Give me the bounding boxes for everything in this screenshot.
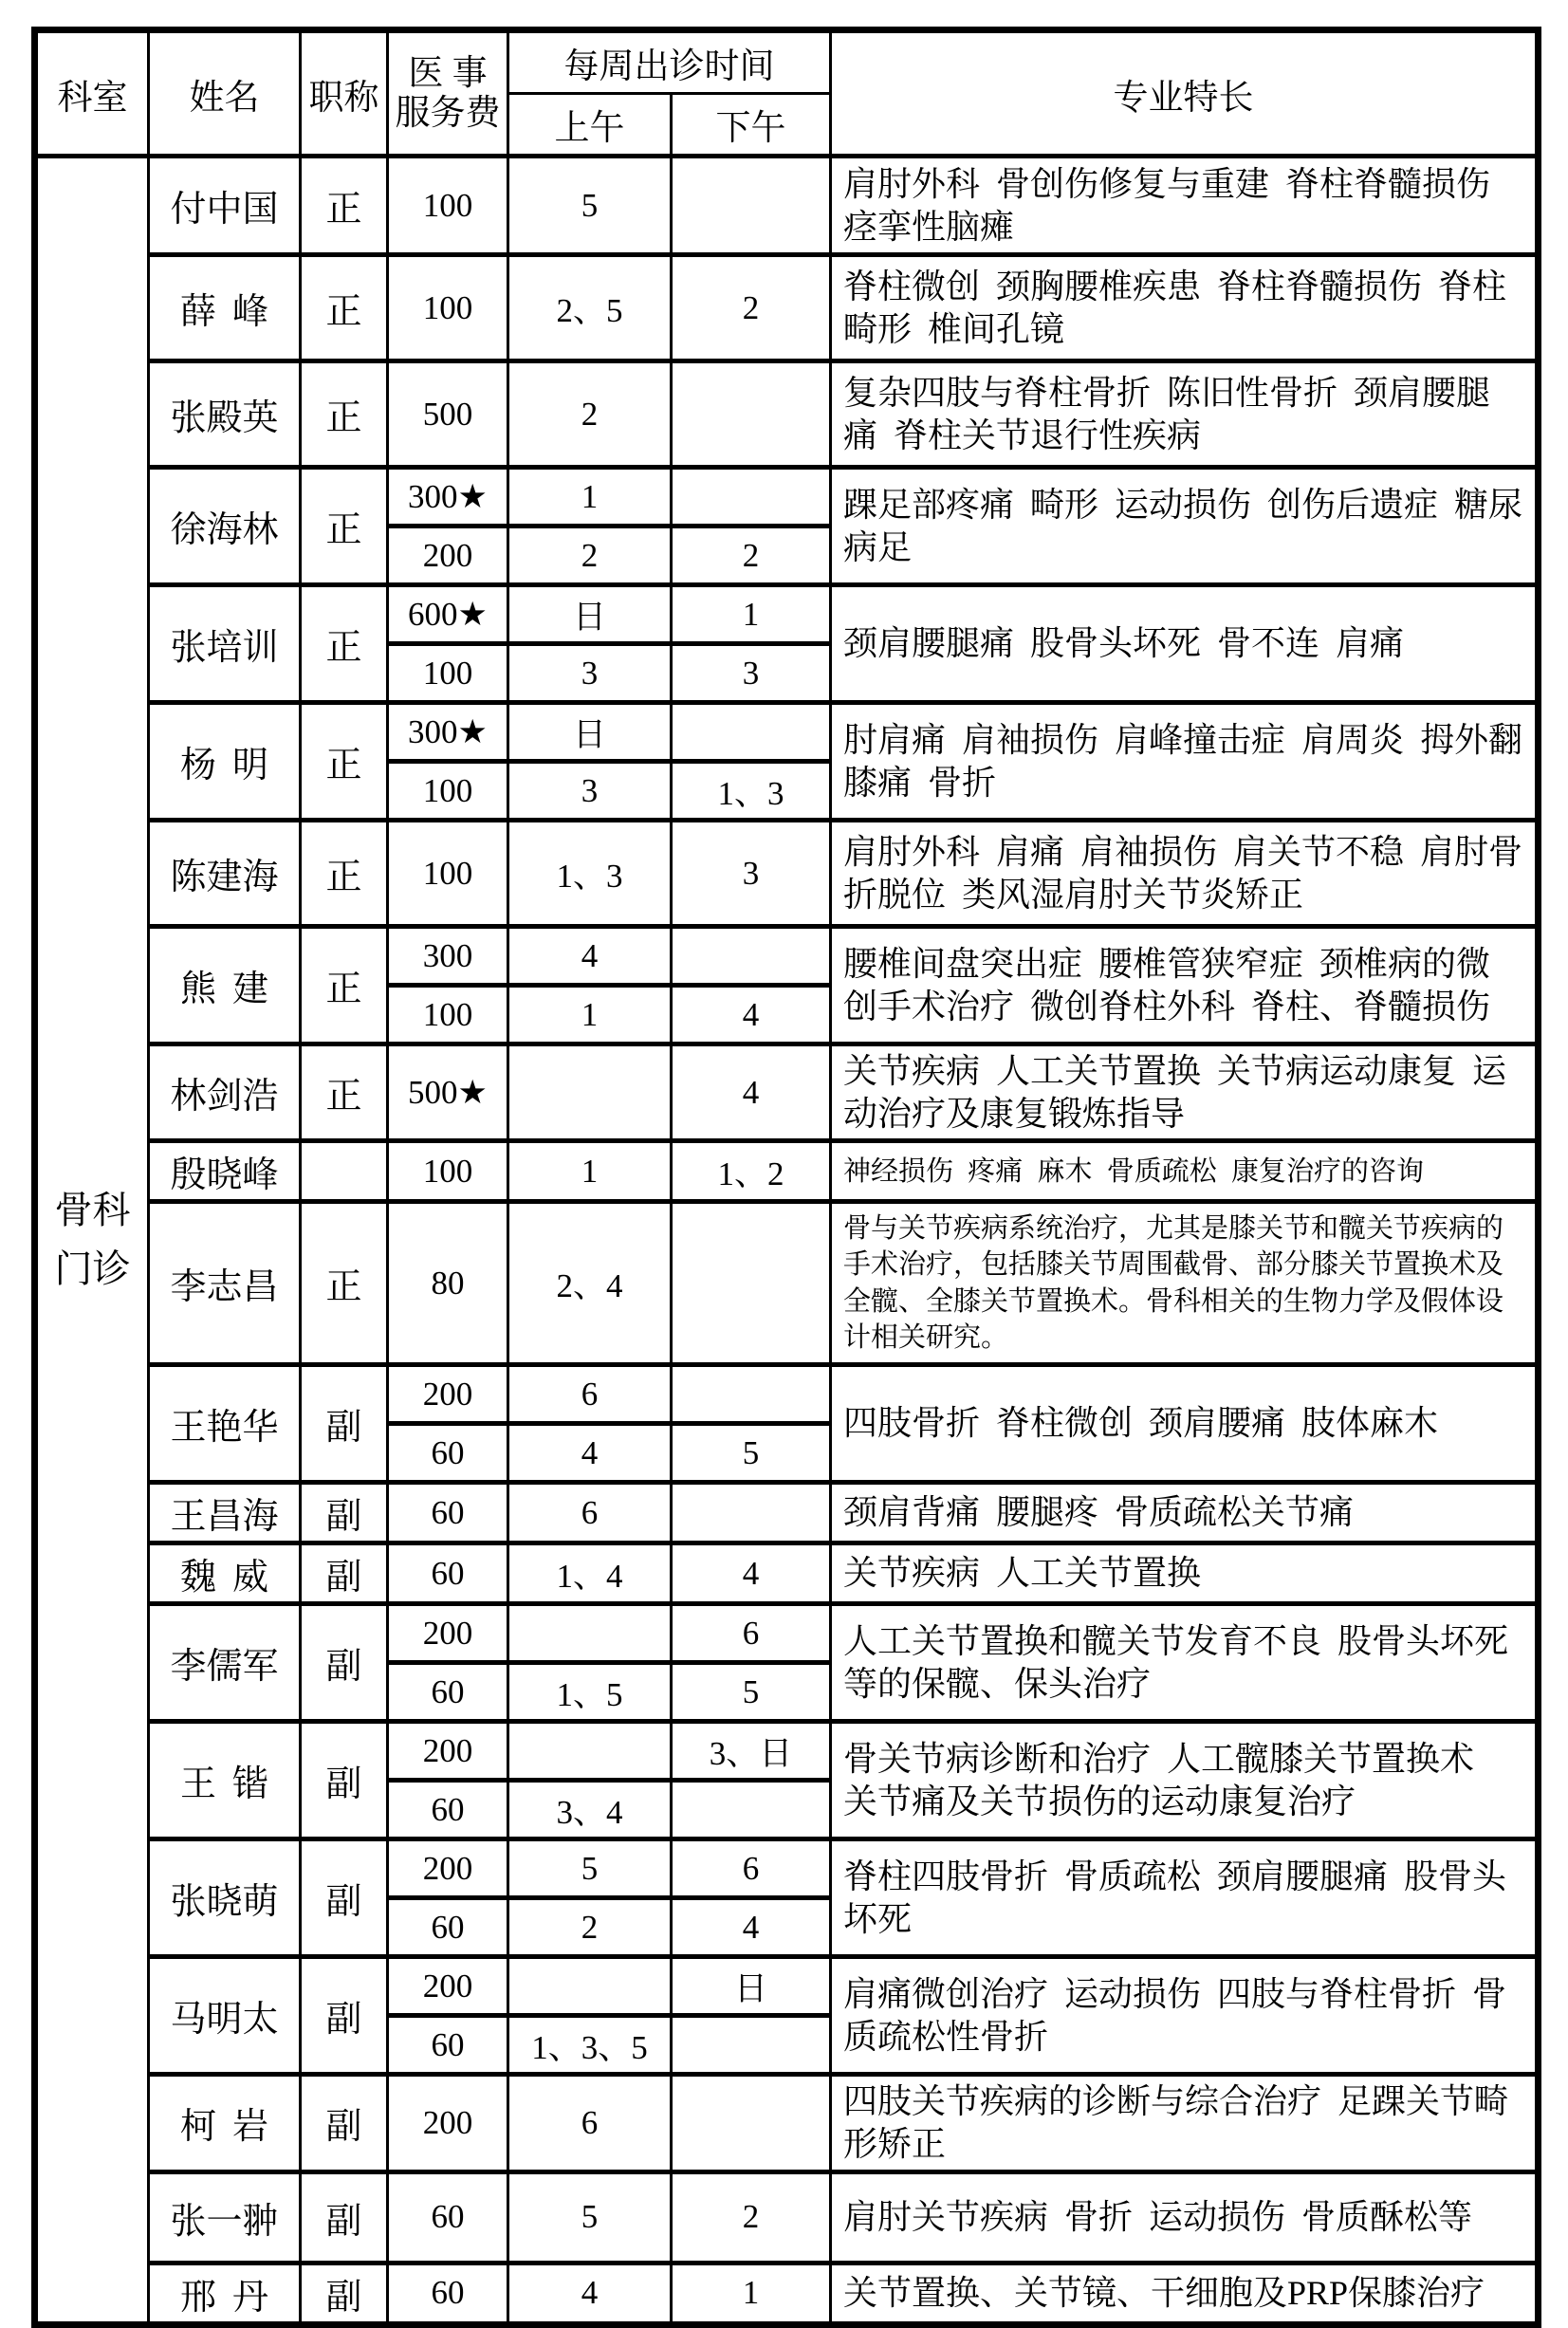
specialty-cell: 关节疾病 人工关节置换 关节病运动康复 运动治疗及康复锻炼指导: [831, 1044, 1539, 1141]
doctor-name-cell: 邢丹: [149, 2263, 301, 2324]
fee-cell: 200: [388, 1957, 508, 2016]
pm-schedule-cell: 6: [672, 1839, 831, 1898]
fee-cell: 100: [388, 821, 508, 927]
pm-schedule-cell: 5: [672, 1424, 831, 1483]
header-fee: [388, 30, 508, 157]
doctor-title-cell: 正: [301, 821, 388, 927]
pm-schedule-cell: [672, 1365, 831, 1424]
table-row: [35, 703, 1539, 762]
header-title: 职称: [301, 30, 388, 157]
fee-cell: 300★: [388, 468, 508, 527]
specialty-cell: 四肢关节疾病的诊断与综合治疗 足踝关节畸形矫正: [831, 2075, 1539, 2171]
doctor-name-cell: 魏威: [149, 1543, 301, 1604]
fee-cell: 80: [388, 1202, 508, 1365]
am-schedule-cell: 4: [508, 2263, 672, 2324]
specialty-cell: 肩肘外科 骨创伤修复与重建 脊柱脊髓损伤 痉挛性脑瘫: [831, 157, 1539, 255]
am-schedule-cell: 3: [508, 644, 672, 703]
am-schedule-cell: 2、5: [508, 255, 672, 361]
am-schedule-cell: 4: [508, 1424, 672, 1483]
table-row: [35, 1365, 1539, 1424]
specialty-cell: 神经损伤 疼痛 麻木 骨质疏松 康复治疗的咨询: [831, 1141, 1539, 1202]
table-row: [35, 1044, 1539, 1141]
doctor-title-cell: 副: [301, 1722, 388, 1839]
table-row: [35, 2171, 1539, 2263]
fee-cell: 60: [388, 2016, 508, 2075]
table-row: [35, 1141, 1539, 1202]
fee-cell: 100: [388, 255, 508, 361]
pm-schedule-cell: [672, 1781, 831, 1839]
fee-cell: 100: [388, 644, 508, 703]
am-schedule-cell: 1、4: [508, 1543, 672, 1604]
doctor-rows: [35, 157, 1539, 2325]
specialty-cell: 脊柱微创 颈胸腰椎疾患 脊柱脊髓损伤 脊柱畸形 椎间孔镜: [831, 255, 1539, 361]
fee-cell: 60: [388, 1483, 508, 1543]
doctor-title-cell: 正: [301, 1202, 388, 1365]
pm-schedule-cell: [672, 468, 831, 527]
am-schedule-cell: [508, 1044, 672, 1141]
pm-schedule-cell: [672, 927, 831, 986]
specialty-cell: 四肢骨折 脊柱微创 颈肩腰痛 肢体麻木: [831, 1365, 1539, 1483]
fee-cell: 200: [388, 527, 508, 585]
header-weekly-schedule: 每周出诊时间: [508, 30, 831, 94]
am-schedule-cell: 1: [508, 986, 672, 1044]
fee-cell: 200: [388, 1839, 508, 1898]
am-schedule-cell: 2: [508, 527, 672, 585]
fee-cell: 60: [388, 1781, 508, 1839]
fee-cell: 100: [388, 986, 508, 1044]
pm-schedule-cell: 3: [672, 821, 831, 927]
doctor-title-cell: 正: [301, 927, 388, 1044]
pm-schedule-cell: [672, 1483, 831, 1543]
fee-cell: 60: [388, 1663, 508, 1722]
pm-schedule-cell: [672, 157, 831, 255]
pm-schedule-cell: [672, 703, 831, 762]
header-department: 科室: [35, 30, 149, 157]
doctor-title-cell: 副: [301, 2075, 388, 2171]
header-specialty: 专业特长: [831, 30, 1539, 157]
am-schedule-cell: 1: [508, 468, 672, 527]
doctor-name-cell: 徐海林: [149, 468, 301, 585]
doctor-title-cell: 副: [301, 1543, 388, 1604]
doctor-title-cell: 正: [301, 468, 388, 585]
specialty-cell: 肩肘关节疾病 骨折 运动损伤 骨质酥松等: [831, 2171, 1539, 2263]
doctor-name-cell: 张晓萌: [149, 1839, 301, 1957]
header-fee-line1: 医 事: [408, 54, 488, 94]
specialty-cell: 骨关节病诊断和治疗 人工髋膝关节置换术 关节痛及关节损伤的运动康复治疗: [831, 1722, 1539, 1839]
pm-schedule-cell: [672, 2075, 831, 2171]
header-pm: 下午: [672, 94, 831, 157]
table-row: [35, 1202, 1539, 1365]
fee-cell: 200: [388, 2075, 508, 2171]
am-schedule-cell: 日: [508, 703, 672, 762]
am-schedule-cell: [508, 1957, 672, 2016]
pm-schedule-cell: [672, 2016, 831, 2075]
doctor-title-cell: 副: [301, 2171, 388, 2263]
doctor-title-cell: 正: [301, 157, 388, 255]
am-schedule-cell: 6: [508, 2075, 672, 2171]
specialty-cell: 肩肘外科 肩痛 肩袖损伤 肩关节不稳 肩肘骨折脱位 类风湿肩肘关节炎矫正: [831, 821, 1539, 927]
pm-schedule-cell: 3: [672, 644, 831, 703]
table-row: [35, 2075, 1539, 2171]
am-schedule-cell: 1: [508, 1141, 672, 1202]
am-schedule-cell: [508, 1604, 672, 1663]
fee-cell: 60: [388, 1424, 508, 1483]
specialty-cell: 脊柱四肢骨折 骨质疏松 颈肩腰腿痛 股骨头坏死: [831, 1839, 1539, 1957]
specialty-cell: 腰椎间盘突出症 腰椎管狭窄症 颈椎病的微创手术治疗 微创脊柱外科 脊柱、脊髓损伤: [831, 927, 1539, 1044]
pm-schedule-cell: 2: [672, 2171, 831, 2263]
doctor-title-cell: 正: [301, 255, 388, 361]
am-schedule-cell: 3: [508, 762, 672, 821]
pm-schedule-cell: 2: [672, 255, 831, 361]
table-row: [35, 361, 1539, 468]
fee-cell: 100: [388, 157, 508, 255]
fee-cell: 60: [388, 2263, 508, 2324]
table-row: [35, 1839, 1539, 1898]
doctor-name-cell: 张培训: [149, 585, 301, 703]
table-row: [35, 1543, 1539, 1604]
fee-cell: 300★: [388, 703, 508, 762]
department-line: 骨科: [54, 1188, 131, 1231]
department-cell: [35, 157, 149, 2325]
pm-schedule-cell: 4: [672, 1543, 831, 1604]
table-row: [35, 821, 1539, 927]
am-schedule-cell: 6: [508, 1483, 672, 1543]
pm-schedule-cell: 4: [672, 1898, 831, 1957]
doctor-name-cell: 林剑浩: [149, 1044, 301, 1141]
doctor-name-cell: 熊建: [149, 927, 301, 1044]
fee-cell: 200: [388, 1722, 508, 1781]
fee-cell: 300: [388, 927, 508, 986]
specialty-cell: 关节置换、关节镜、干细胞及PRP保膝治疗: [831, 2263, 1539, 2324]
doctor-name-cell: 张殿英: [149, 361, 301, 468]
am-schedule-cell: 4: [508, 927, 672, 986]
doctor-title-cell: 正: [301, 361, 388, 468]
pm-schedule-cell: 4: [672, 986, 831, 1044]
pm-schedule-cell: 4: [672, 1044, 831, 1141]
doctor-name-cell: 柯岩: [149, 2075, 301, 2171]
pm-schedule-cell: 6: [672, 1604, 831, 1663]
table-row: [35, 1957, 1539, 2016]
doctor-title-cell: 正: [301, 585, 388, 703]
doctor-title-cell: 副: [301, 1365, 388, 1483]
fee-cell: 200: [388, 1365, 508, 1424]
doctor-name-cell: 李志昌: [149, 1202, 301, 1365]
doctor-schedule-table: [31, 27, 1541, 2328]
pm-schedule-cell: 3、日: [672, 1722, 831, 1781]
specialty-cell: 颈肩腰腿痛 股骨头坏死 骨不连 肩痛: [831, 585, 1539, 703]
am-schedule-cell: 3、4: [508, 1781, 672, 1839]
pm-schedule-cell: [672, 361, 831, 468]
am-schedule-cell: 5: [508, 1839, 672, 1898]
fee-cell: 200: [388, 1604, 508, 1663]
am-schedule-cell: 1、3、5: [508, 2016, 672, 2075]
am-schedule-cell: 5: [508, 157, 672, 255]
pm-schedule-cell: 1: [672, 585, 831, 644]
specialty-cell: 颈肩背痛 腰腿疼 骨质疏松关节痛: [831, 1483, 1539, 1543]
fee-cell: 60: [388, 1543, 508, 1604]
specialty-cell: 骨与关节疾病系统治疗，尤其是膝关节和髋关节疾病的手术治疗，包括膝关节周围截骨、部分膝关节置换术及全髋、全膝关节置换术。骨科相关的生物力学及假体设计相关研究。: [831, 1202, 1539, 1365]
doctor-title-cell: 正: [301, 1044, 388, 1141]
table-row: [35, 585, 1539, 644]
specialty-cell: 人工关节置换和髋关节发育不良 股骨头坏死等的保髋、保头治疗: [831, 1604, 1539, 1722]
header-row-1: [35, 30, 1539, 94]
header-am: 上午: [508, 94, 672, 157]
doctor-name-cell: 张一翀: [149, 2171, 301, 2263]
am-schedule-cell: 日: [508, 585, 672, 644]
pm-schedule-cell: 5: [672, 1663, 831, 1722]
table-row: [35, 157, 1539, 255]
fee-cell: 500: [388, 361, 508, 468]
pm-schedule-cell: 1、2: [672, 1141, 831, 1202]
doctor-name-cell: 陈建海: [149, 821, 301, 927]
specialty-cell: 复杂四肢与脊柱骨折 陈旧性骨折 颈肩腰腿痛 脊柱关节退行性疾病: [831, 361, 1539, 468]
table-header: [35, 30, 1539, 157]
doctor-title-cell: 副: [301, 1483, 388, 1543]
fee-cell: 600★: [388, 585, 508, 644]
doctor-name-cell: 王昌海: [149, 1483, 301, 1543]
doctor-name-cell: 王锴: [149, 1722, 301, 1839]
am-schedule-cell: 6: [508, 1365, 672, 1424]
pm-schedule-cell: 1、3: [672, 762, 831, 821]
table-row: [35, 255, 1539, 361]
pm-schedule-cell: [672, 1202, 831, 1365]
header-name: 姓名: [149, 30, 301, 157]
specialty-cell: 踝足部疼痛 畸形 运动损伤 创伤后遗症 糖尿病足: [831, 468, 1539, 585]
am-schedule-cell: 2: [508, 361, 672, 468]
fee-cell: 500★: [388, 1044, 508, 1141]
am-schedule-cell: 2、4: [508, 1202, 672, 1365]
am-schedule-cell: 1、3: [508, 821, 672, 927]
doctor-title-cell: 副: [301, 1839, 388, 1957]
specialty-cell: 关节疾病 人工关节置换: [831, 1543, 1539, 1604]
doctor-name-cell: 李儒军: [149, 1604, 301, 1722]
doctor-name-cell: 杨明: [149, 703, 301, 821]
department-line: 门诊: [54, 1247, 131, 1290]
am-schedule-cell: 5: [508, 2171, 672, 2263]
pm-schedule-cell: 1: [672, 2263, 831, 2324]
header-fee-line2: 服务费: [395, 93, 501, 133]
fee-cell: 100: [388, 1141, 508, 1202]
fee-cell: 60: [388, 2171, 508, 2263]
fee-cell: 100: [388, 762, 508, 821]
doctor-title-cell: 副: [301, 1604, 388, 1722]
specialty-cell: 肩痛微创治疗 运动损伤 四肢与脊柱骨折 骨质疏松性骨折: [831, 1957, 1539, 2075]
doctor-name-cell: 付中国: [149, 157, 301, 255]
table-row: [35, 1604, 1539, 1663]
specialty-cell: 肘肩痛 肩袖损伤 肩峰撞击症 肩周炎 拇外翻 膝痛 骨折: [831, 703, 1539, 821]
doctor-title-cell: 副: [301, 1957, 388, 2075]
pm-schedule-cell: 2: [672, 527, 831, 585]
am-schedule-cell: 1、5: [508, 1663, 672, 1722]
table-row: [35, 1483, 1539, 1543]
pm-schedule-cell: 日: [672, 1957, 831, 2016]
doctor-name-cell: 殷晓峰: [149, 1141, 301, 1202]
table-row: [35, 927, 1539, 986]
table-row: [35, 2263, 1539, 2324]
table-row: [35, 468, 1539, 527]
fee-cell: 60: [388, 1898, 508, 1957]
am-schedule-cell: 2: [508, 1898, 672, 1957]
doctor-name-cell: 马明太: [149, 1957, 301, 2075]
doctor-title-cell: [301, 1141, 388, 1202]
doctor-name-cell: 王艳华: [149, 1365, 301, 1483]
table-row: [35, 1722, 1539, 1781]
doctor-name-cell: 薛峰: [149, 255, 301, 361]
doctor-title-cell: 副: [301, 2263, 388, 2324]
doctor-title-cell: 正: [301, 703, 388, 821]
am-schedule-cell: [508, 1722, 672, 1781]
